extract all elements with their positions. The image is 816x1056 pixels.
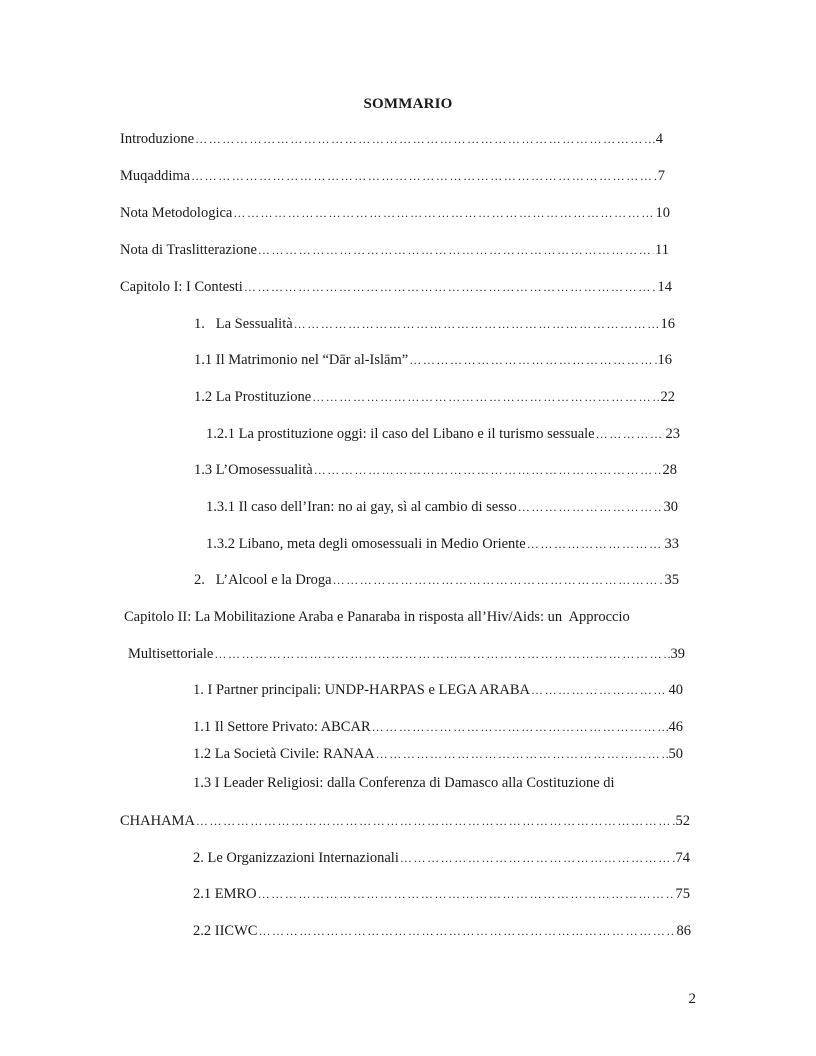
toc-entry-page: 16 [660, 316, 675, 332]
toc-entry-label: 1.2.1 La prostituzione oggi: il caso del Libano e il turismo sessuale [206, 426, 595, 442]
toc-entry-label: Multisettoriale [128, 646, 214, 662]
toc-entry[interactable] [193, 850, 690, 870]
leader-dots [372, 720, 668, 735]
leader-dots [376, 747, 668, 762]
toc-entry-page: 30 [663, 499, 678, 515]
toc-entry-label: 1. La Sessualità [194, 316, 293, 332]
toc-entry[interactable] [120, 279, 672, 299]
leader-dots [312, 390, 659, 405]
toc-entry-label: Capitolo I: I Contesti [120, 279, 243, 295]
leader-dots [258, 887, 675, 902]
toc-entry[interactable] [128, 646, 685, 666]
toc-entry[interactable] [193, 746, 683, 766]
toc-entry[interactable] [194, 352, 672, 372]
leader-dots [596, 427, 665, 442]
toc-entry[interactable] [120, 242, 669, 262]
toc-entry-label: 1.1 Il Settore Privato: ABCAR [193, 719, 371, 735]
toc-entry-label: Introduzione [120, 131, 195, 147]
leader-dots [294, 317, 660, 332]
leader-dots [314, 463, 662, 478]
leader-dots [195, 132, 655, 147]
leader-dots [258, 243, 654, 258]
toc-entry-page: 11 [655, 242, 669, 258]
toc-entry[interactable] [206, 426, 680, 446]
page-number: 2 [688, 991, 696, 1007]
toc-entry[interactable] [193, 682, 683, 702]
toc-entry-page: 23 [665, 426, 680, 442]
toc-entry-label: Nota Metodologica [120, 205, 233, 221]
leader-dots [400, 851, 675, 866]
leader-dots [214, 647, 669, 662]
toc-entry[interactable] [193, 923, 691, 943]
toc-entry[interactable] [120, 813, 690, 833]
toc-entry-page: 10 [655, 205, 670, 221]
toc-entry[interactable] [194, 316, 675, 336]
toc-entry[interactable] [194, 462, 677, 482]
toc-section-heading[interactable]: 1.3 I Leader Religiosi: dalla Conferenza di Damasco alla Costituzione di [193, 775, 615, 791]
toc-entry-page: 16 [657, 352, 672, 368]
toc-entry-label: 2.2 IICWC [193, 923, 258, 939]
leader-dots [191, 169, 657, 184]
toc-entry-label: 2. Le Organizzazioni Internazionali [193, 850, 399, 866]
leader-dots [531, 683, 668, 698]
toc-entry-page: 22 [660, 389, 675, 405]
toc-entry-page: 4 [655, 131, 663, 147]
toc-entry-page: 33 [664, 536, 679, 552]
toc-entry[interactable] [206, 499, 678, 519]
toc-entry-page: 50 [668, 746, 683, 762]
toc-entry-label: 1.2 La Prostituzione [194, 389, 312, 405]
toc-entry-page: 35 [664, 572, 679, 588]
toc-entry-page: 28 [662, 462, 677, 478]
leader-dots [518, 500, 663, 515]
leader-dots [409, 353, 656, 368]
toc-entry-label: 2.1 EMRO [193, 886, 257, 902]
toc-entry[interactable] [193, 719, 683, 739]
toc-entry-page: 86 [676, 923, 691, 939]
toc-entry[interactable] [206, 536, 679, 556]
leader-dots [244, 280, 657, 295]
leader-dots [196, 814, 675, 829]
leader-dots [233, 206, 654, 221]
toc-chapter-heading[interactable]: Capitolo II: La Mobilitazione Araba e Panaraba in risposta all’Hiv/Aids: un Approccio [124, 609, 630, 625]
toc-entry-label: 1.2 La Società Civile: RANAA [193, 746, 375, 762]
leader-dots [258, 924, 675, 939]
toc-entry-page: 74 [675, 850, 690, 866]
toc-entry-label: 1.3.2 Libano, meta degli omosessuali in Medio Oriente [206, 536, 526, 552]
toc-entry-page: 39 [670, 646, 685, 662]
toc-entry-label: 1.3 L’Omosessualità [194, 462, 313, 478]
toc-entry-label: 1.3.1 Il caso dell’Iran: no ai gay, sì al cambio di sesso [206, 499, 517, 515]
toc-entry-label: 1.1 Il Matrimonio nel “Dār al-Islām” [194, 352, 409, 368]
toc-entry-label: 2. L’Alcool e la Droga [194, 572, 332, 588]
toc-entry[interactable] [120, 131, 663, 151]
toc-entry-label: CHAHAMA [120, 813, 195, 829]
toc-entry-page: 40 [668, 682, 683, 698]
toc-entry-page: 52 [675, 813, 690, 829]
toc-entry-page: 75 [675, 886, 690, 902]
toc-entry[interactable] [193, 886, 690, 906]
toc-entry[interactable] [120, 168, 665, 188]
leader-dots [527, 537, 664, 552]
toc-entry-label: 1. I Partner principali: UNDP-HARPAS e LEGA ARABA [193, 682, 530, 698]
toc-entry[interactable] [120, 205, 670, 225]
toc-entry[interactable] [194, 389, 675, 409]
leader-dots [333, 573, 664, 588]
toc-entry-page: 14 [657, 279, 672, 295]
toc-entry-page: 7 [657, 168, 665, 184]
page-title: SOMMARIO [363, 96, 453, 112]
toc-entry[interactable] [194, 572, 679, 592]
toc-entry-page: 46 [668, 719, 683, 735]
toc-entry-label: Muqaddima [120, 168, 191, 184]
toc-entry-label: Nota di Traslitterazione [120, 242, 257, 258]
